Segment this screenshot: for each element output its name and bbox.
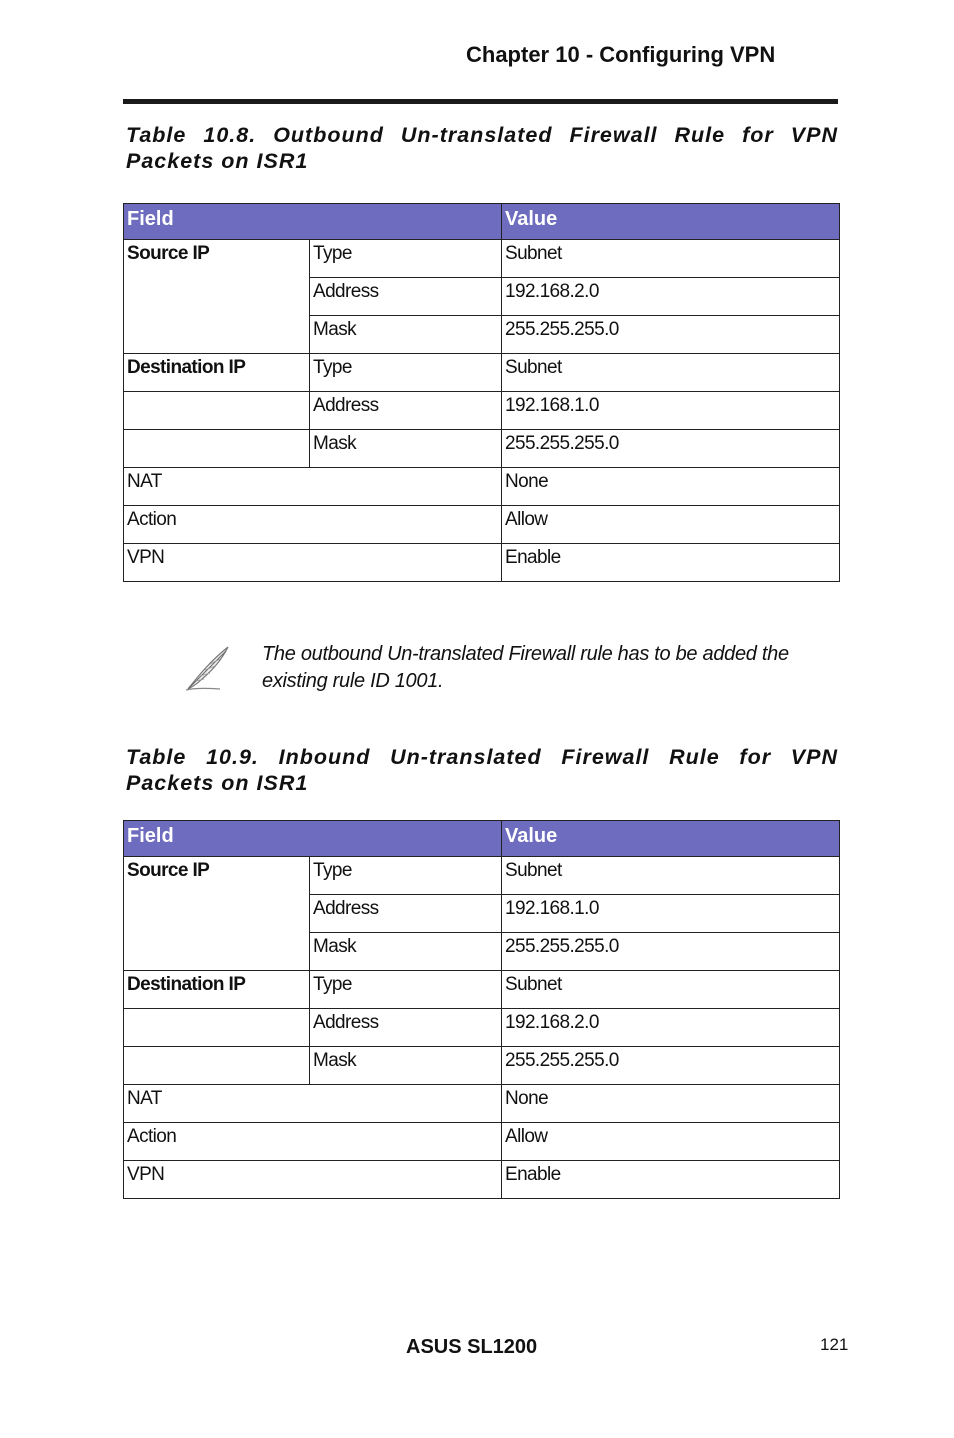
table-row (124, 278, 840, 316)
table-row (124, 1009, 840, 1047)
value-cell: 192.168.1.0 (502, 392, 840, 430)
field-cell: VPN (124, 1161, 502, 1199)
feather-pen-icon (182, 643, 234, 693)
table-row (124, 933, 840, 971)
group-cell (124, 278, 310, 316)
value-cell: Allow (502, 506, 840, 544)
field-header: Field (124, 204, 502, 240)
group-cell (124, 392, 310, 430)
value-cell: 192.168.2.0 (502, 1009, 840, 1047)
value-cell: 255.255.255.0 (502, 316, 840, 354)
header-rule (123, 99, 838, 104)
field-cell: VPN (124, 544, 502, 582)
value-cell: None (502, 468, 840, 506)
group-cell: Source IP (124, 240, 310, 278)
table-row (124, 1047, 840, 1085)
value-cell: 192.168.1.0 (502, 895, 840, 933)
value-cell: 255.255.255.0 (502, 430, 840, 468)
sub-field-cell: Type (310, 354, 502, 392)
group-cell (124, 1009, 310, 1047)
table-row (124, 354, 840, 392)
value-cell: 255.255.255.0 (502, 1047, 840, 1085)
field-header: Field (124, 821, 502, 857)
sub-field-cell: Address (310, 392, 502, 430)
group-cell (124, 895, 310, 933)
table-row (124, 857, 840, 895)
table-caption-outbound: Table 10.8. Outbound Un-translated Firewall Rule for VPN Packets on ISR1 (126, 123, 838, 173)
table-row (124, 468, 840, 506)
group-cell: Source IP (124, 857, 310, 895)
outbound-rule-table (123, 203, 840, 582)
table-header-row (124, 204, 840, 240)
table-row (124, 506, 840, 544)
value-cell: 255.255.255.0 (502, 933, 840, 971)
group-cell: Destination IP (124, 971, 310, 1009)
inbound-rule-table (123, 820, 840, 1199)
value-cell: Enable (502, 544, 840, 582)
sub-field-cell: Address (310, 278, 502, 316)
sub-field-cell: Mask (310, 933, 502, 971)
page-number: 121 (820, 1335, 849, 1354)
field-cell: Action (124, 506, 502, 544)
group-cell: Destination IP (124, 354, 310, 392)
group-cell (124, 933, 310, 971)
table-row (124, 895, 840, 933)
field-cell: NAT (124, 1085, 502, 1123)
sub-field-cell: Type (310, 971, 502, 1009)
table-row (124, 1123, 840, 1161)
table-row (124, 430, 840, 468)
sub-field-cell: Type (310, 857, 502, 895)
sub-field-cell: Address (310, 1009, 502, 1047)
value-cell: Allow (502, 1123, 840, 1161)
table-caption-inbound: Table 10.9. Inbound Un-translated Firewall Rule for VPN Packets on ISR1 (126, 745, 838, 795)
group-cell (124, 316, 310, 354)
table-row (124, 971, 840, 1009)
sub-field-cell: Mask (310, 1047, 502, 1085)
sub-field-cell: Address (310, 895, 502, 933)
value-header: Value (502, 821, 840, 857)
table-row (124, 1085, 840, 1123)
value-cell: None (502, 1085, 840, 1123)
sub-field-cell: Type (310, 240, 502, 278)
value-cell: 192.168.2.0 (502, 278, 840, 316)
value-cell: Subnet (502, 354, 840, 392)
value-cell: Subnet (502, 971, 840, 1009)
sub-field-cell: Mask (310, 430, 502, 468)
table-header-row (124, 821, 840, 857)
table-row (124, 316, 840, 354)
chapter-title: Chapter 10 - Configuring VPN (466, 42, 776, 67)
value-header: Value (502, 204, 840, 240)
table-row (124, 392, 840, 430)
footer-product-name: ASUS SL1200 (406, 1336, 538, 1358)
group-cell (124, 1047, 310, 1085)
value-cell: Enable (502, 1161, 840, 1199)
value-cell: Subnet (502, 240, 840, 278)
table-row (124, 1161, 840, 1199)
sub-field-cell: Mask (310, 316, 502, 354)
table-row (124, 240, 840, 278)
note-text: The outbound Un-translated Firewall rule has to be added the existing rule ID 1001. (262, 643, 789, 692)
table-row (124, 544, 840, 582)
value-cell: Subnet (502, 857, 840, 895)
field-cell: NAT (124, 468, 502, 506)
group-cell (124, 430, 310, 468)
field-cell: Action (124, 1123, 502, 1161)
